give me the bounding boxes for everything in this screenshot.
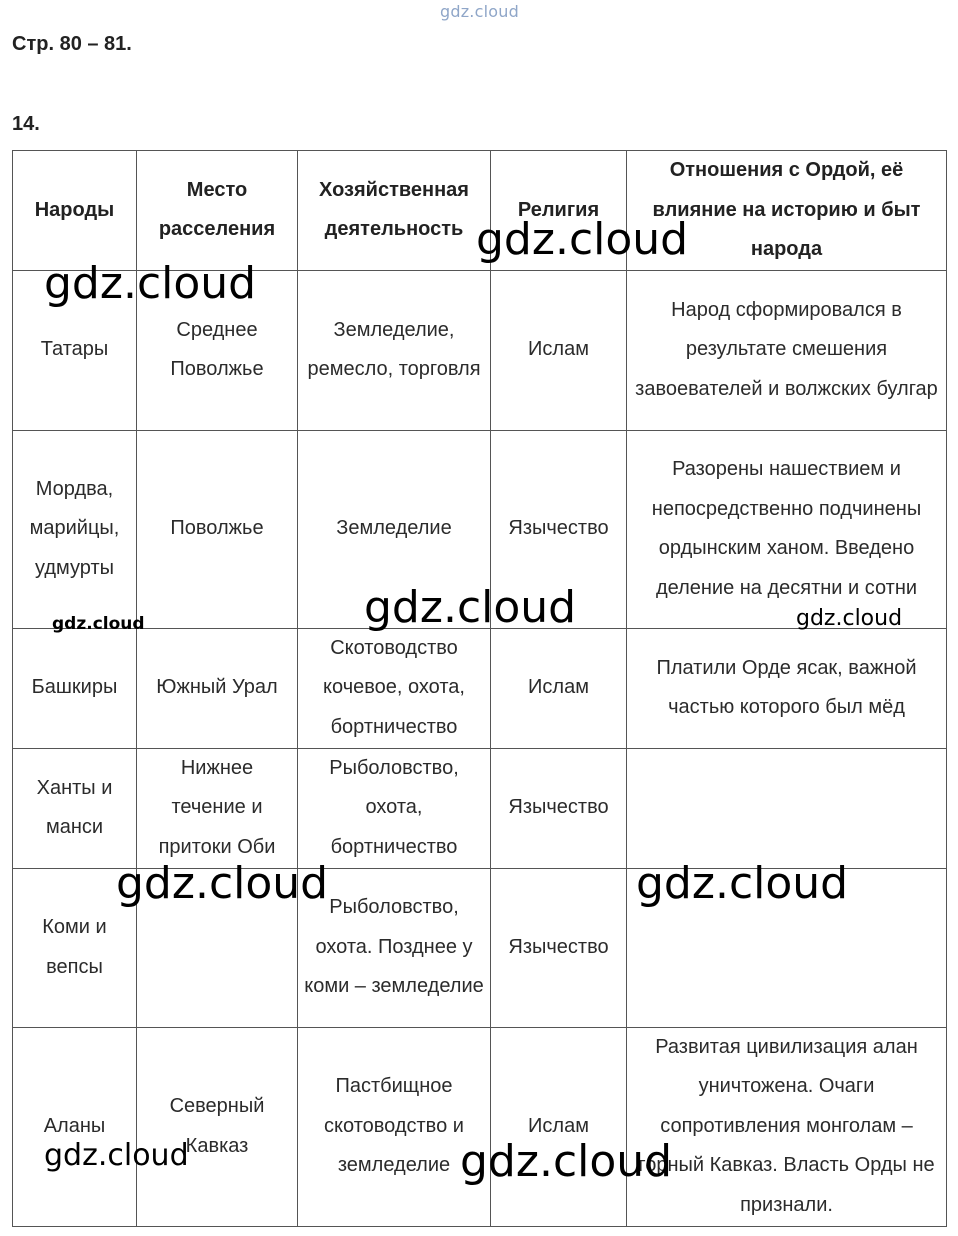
watermark: gdz.cloud xyxy=(44,258,257,309)
cell-economy: Скотоводство кочевое, охота, бортничество xyxy=(298,628,491,748)
cell-location: Поволжье xyxy=(137,430,298,628)
watermark: gdz.cloud xyxy=(52,614,145,634)
header-peoples: Народы xyxy=(13,151,137,271)
cell-religion: Ислам xyxy=(491,1027,627,1226)
watermark: gdz.cloud xyxy=(44,1138,189,1173)
table-header-row xyxy=(13,151,947,271)
cell-people: Ханты и манси xyxy=(13,748,137,868)
cell-location: Северный Кавказ xyxy=(137,1027,298,1226)
cell-location xyxy=(137,868,298,1027)
cell-location: Южный Урал xyxy=(137,628,298,748)
cell-people: Татары xyxy=(13,270,137,430)
header-economy: Хозяйственная деятельность xyxy=(298,151,491,271)
cell-people: Мордва, марийцы, удмурты xyxy=(13,430,137,628)
cell-religion: Язычество xyxy=(491,748,627,868)
cell-religion: Язычество xyxy=(491,430,627,628)
cell-economy: Земледелие xyxy=(298,430,491,628)
table-row xyxy=(13,868,947,1027)
table-row xyxy=(13,748,947,868)
cell-religion: Ислам xyxy=(491,270,627,430)
header-horde-relations: Отношения с Ордой, её влияние на историю и быт народа xyxy=(627,151,947,271)
cell-relations xyxy=(627,748,947,868)
cell-relations: Разорены нашествием и непосредственно подчинены ордынским ханом. Введено деление на десятни и сотни xyxy=(627,430,947,628)
cell-economy: Земледелие, ремесло, торговля xyxy=(298,270,491,430)
cell-relations: Платили Орде ясак, важной частью которого был мёд xyxy=(627,628,947,748)
cell-people: Башкиры xyxy=(13,628,137,748)
cell-economy: Пастбищное скотоводство и земледелие xyxy=(298,1027,491,1226)
cell-people: Аланы xyxy=(13,1027,137,1226)
header-location: Место расселения xyxy=(137,151,298,271)
page-reference: Стр. 80 – 81. xyxy=(12,33,132,55)
peoples-table xyxy=(12,150,947,1227)
cell-relations: Развитая цивилизация алан уничтожена. Очаги сопротивления монголам – горный Кавказ. Власть Орды не признали. xyxy=(627,1027,947,1226)
table-row xyxy=(13,1027,947,1226)
cell-location: Нижнее течение и притоки Оби xyxy=(137,748,298,868)
cell-economy: Рыболовство, охота, бортничество xyxy=(298,748,491,868)
watermark: gdz.cloud xyxy=(636,858,849,909)
table-row xyxy=(13,430,947,628)
watermark: gdz.cloud xyxy=(364,582,577,633)
cell-location: Среднее Поволжье xyxy=(137,270,298,430)
cell-religion: Ислам xyxy=(491,628,627,748)
watermark: gdz.cloud xyxy=(796,606,903,631)
table-row xyxy=(13,270,947,430)
watermark: gdz.cloud xyxy=(476,214,689,265)
watermark-top: gdz.cloud xyxy=(440,2,519,21)
watermark: gdz.cloud xyxy=(460,1136,673,1187)
watermark: gdz.cloud xyxy=(116,858,329,909)
cell-people: Коми и вепсы xyxy=(13,868,137,1027)
cell-relations: Народ сформировался в результате смешения завоевателей и волжских булгар xyxy=(627,270,947,430)
header-religion: Религия xyxy=(491,151,627,271)
cell-relations xyxy=(627,868,947,1027)
task-number: 14. xyxy=(12,113,40,135)
cell-religion: Язычество xyxy=(491,868,627,1027)
table-row xyxy=(13,628,947,748)
cell-economy: Рыболовство, охота. Позднее у коми – земледелие xyxy=(298,868,491,1027)
